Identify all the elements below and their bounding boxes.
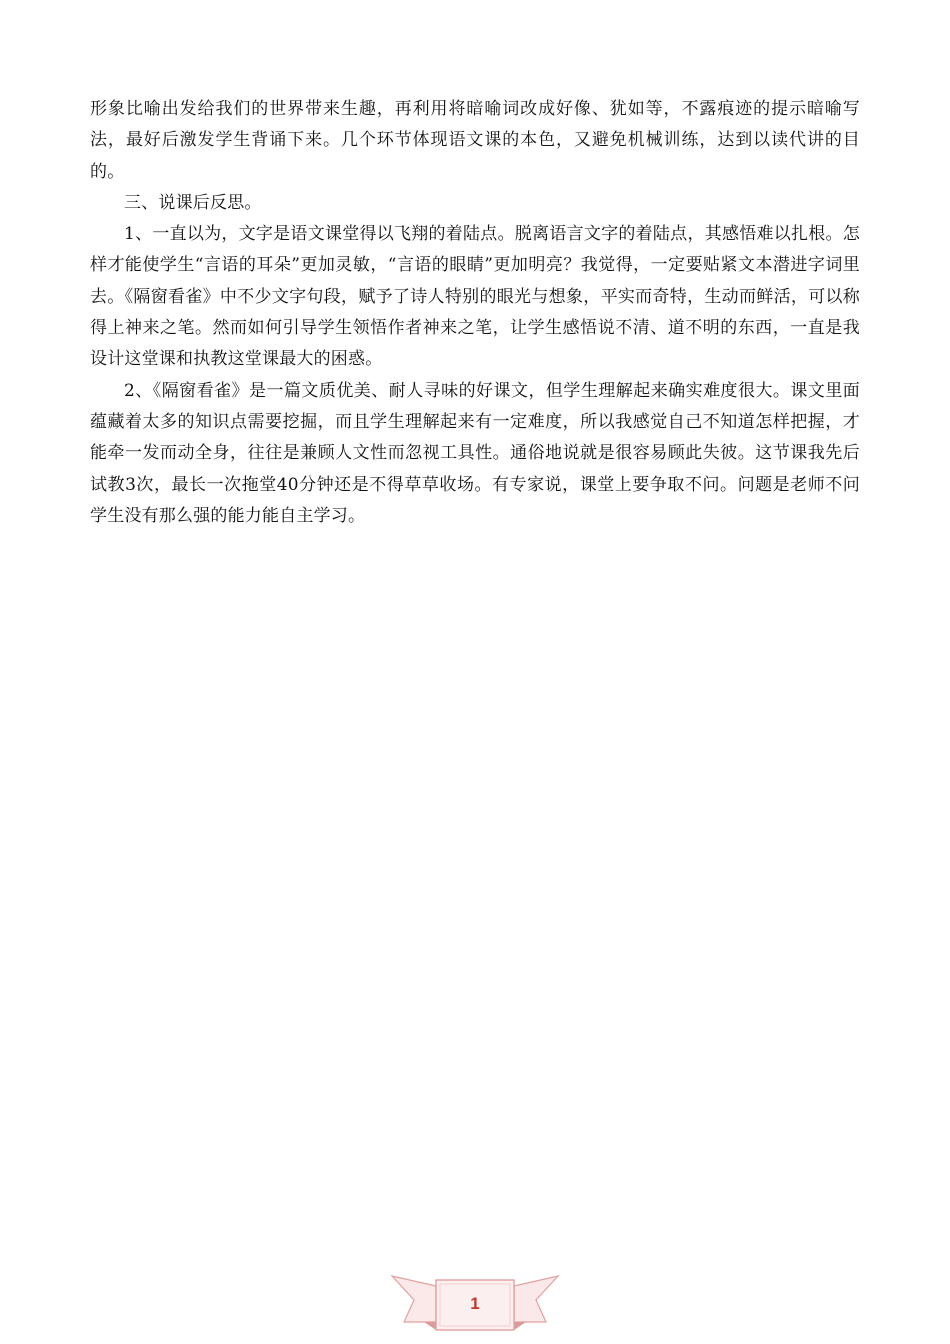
paragraph-reflection-1: 1、一直以为，文字是语文课堂得以飞翔的着陆点。脱离语言文字的着陆点，其感悟难以扎根。怎样才能使学生“言语的耳朵”更加灵敏，“言语的眼睛”更加明亮？我觉得，一定要贴紧文本潜进字词里去。《隔窗看雀》中不少文字句段，赋予了诗人特别的眼光与想象，平实而奇特，生动而鲜活，可以称得上神来之笔。然而如何引导学生领悟作者神来之笔，让学生感悟说不清、道不明的东西，一直是我设计这堂课和执教这堂课最大的困惑。 bbox=[90, 224, 860, 370]
page-number: 1 bbox=[470, 1294, 480, 1313]
paragraph-reflection-2: 2、《隔窗看雀》是一篇文质优美、耐人寻味的好课文，但学生理解起来确实难度很大。课文里面蕴藏着太多的知识点需要挖掘，而且学生理解起来有一定难度，所以我感觉自己不知道怎样把握，才能牵一发而动全身，往往是兼顾人文性而忽视工具性。通俗地说就是很容易顾此失彼。这节课我先后试教3次，最长一次拖堂40分钟还是不得草草收场。有专家说，课堂上要争取不问。问题是老师不问学生没有那么强的能力能自主学习。 bbox=[90, 380, 860, 526]
page-number-badge bbox=[390, 1272, 560, 1338]
paragraph-continuation: 形象比喻出发给我们的世界带来生趣，再利用将暗喻词改成好像、犹如等，不露痕迹的提示暗喻写法，最好后激发学生背诵下来。几个环节体现语文课的本色，又避免机械训练，达到以读代讲的目的。 bbox=[90, 99, 860, 182]
document-body bbox=[90, 94, 860, 532]
section-heading-reflection: 三、说课后反思。 bbox=[124, 192, 262, 213]
